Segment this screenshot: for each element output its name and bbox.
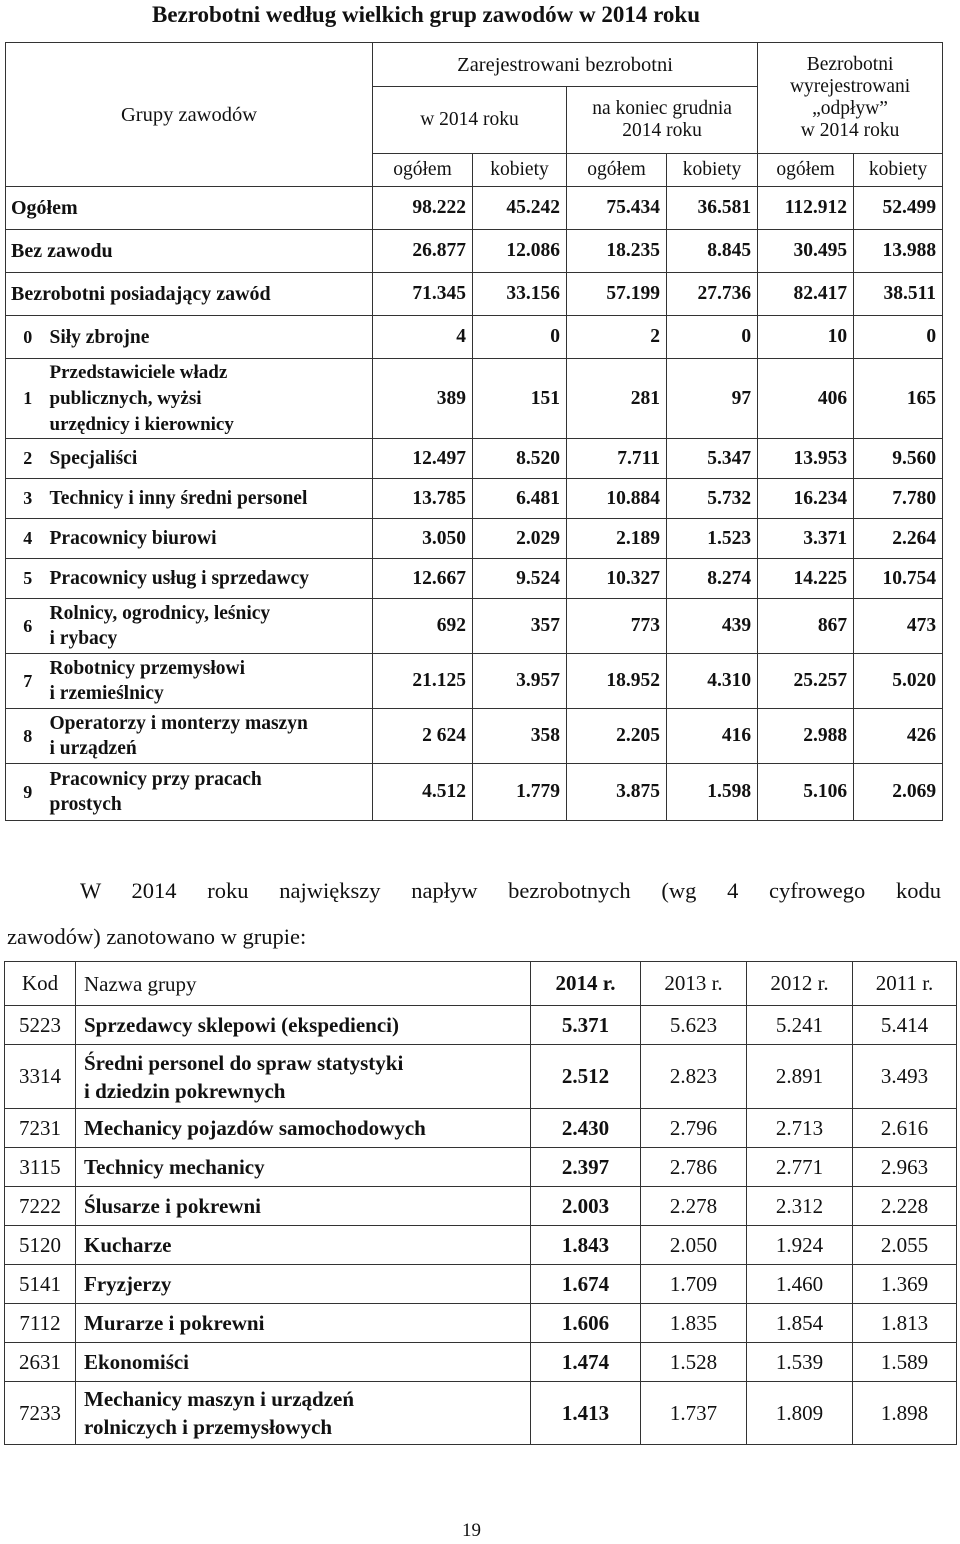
row-name: Ekonomiści bbox=[76, 1343, 531, 1382]
cell: 7.711 bbox=[567, 439, 667, 479]
row-kod: 5223 bbox=[5, 1006, 76, 1045]
cell: 1.809 bbox=[747, 1382, 853, 1445]
paragraph-line: zawodów) zanotowano w grupie: bbox=[7, 924, 307, 949]
header-end-december: na koniec grudnia 2014 roku bbox=[567, 87, 758, 154]
header-in-2014: w 2014 roku bbox=[373, 87, 567, 154]
cell: 5.414 bbox=[853, 1006, 957, 1045]
cell: 18.952 bbox=[567, 654, 667, 709]
cell: 13.988 bbox=[854, 230, 943, 273]
table2-row bbox=[5, 1382, 957, 1445]
cell: 71.345 bbox=[373, 273, 473, 316]
subheader: kobiety bbox=[473, 154, 567, 187]
cell: 2.189 bbox=[567, 519, 667, 559]
header-year: 2014 r. bbox=[531, 962, 641, 1006]
table2-row bbox=[5, 1109, 957, 1148]
cell: 416 bbox=[667, 709, 758, 764]
summary-row bbox=[6, 230, 943, 273]
header-deregistered: Bezrobotni wyrejestrowani „odpływ” w 2014 roku bbox=[758, 43, 943, 154]
row-kod: 7231 bbox=[5, 1109, 76, 1148]
cell: 358 bbox=[473, 709, 567, 764]
subheader: ogółem bbox=[373, 154, 473, 187]
cell: 2.278 bbox=[641, 1187, 747, 1226]
cell: 5.106 bbox=[758, 764, 854, 821]
cell: 2.616 bbox=[853, 1109, 957, 1148]
group-name: Przedstawiciele władz publicznych, wyżsi urzędnicy i kierownicy bbox=[50, 359, 373, 439]
group-name: Pracownicy przy pracach prostych bbox=[50, 764, 373, 821]
cell: 0 bbox=[667, 316, 758, 359]
cell: 10.327 bbox=[567, 559, 667, 599]
cell: 36.581 bbox=[667, 187, 758, 230]
cell: 2.312 bbox=[747, 1187, 853, 1226]
cell: 3.875 bbox=[567, 764, 667, 821]
cell: 2.891 bbox=[747, 1045, 853, 1109]
cell: 12.667 bbox=[373, 559, 473, 599]
cell: 5.623 bbox=[641, 1006, 747, 1045]
cell: 8.845 bbox=[667, 230, 758, 273]
cell: 1.737 bbox=[641, 1382, 747, 1445]
group-code: 0 bbox=[6, 316, 50, 359]
row-kod: 3314 bbox=[5, 1045, 76, 1109]
cell: 26.877 bbox=[373, 230, 473, 273]
cell: 10 bbox=[758, 316, 854, 359]
cell: 0 bbox=[854, 316, 943, 359]
cell: 25.257 bbox=[758, 654, 854, 709]
group-name: Robotnicy przemysłowi i rzemieślnicy bbox=[50, 654, 373, 709]
header-row-1 bbox=[6, 43, 943, 87]
row-name: Ślusarze i pokrewni bbox=[76, 1187, 531, 1226]
group-name: Rolnicy, ogrodnicy, leśnicy i rybacy bbox=[50, 599, 373, 654]
cell: 2.050 bbox=[641, 1226, 747, 1265]
cell: 1.674 bbox=[531, 1265, 641, 1304]
cell: 2 bbox=[567, 316, 667, 359]
cell: 5.347 bbox=[667, 439, 758, 479]
cell: 773 bbox=[567, 599, 667, 654]
group-name: Pracownicy usług i sprzedawcy bbox=[50, 559, 373, 599]
row-name: Mechanicy maszyn i urządzeń rolniczych i przemysłowych bbox=[76, 1382, 531, 1445]
cell: 3.957 bbox=[473, 654, 567, 709]
header-name: Nazwa grupy bbox=[76, 962, 531, 1006]
cell: 16.234 bbox=[758, 479, 854, 519]
row-kod: 7112 bbox=[5, 1304, 76, 1343]
group-row bbox=[6, 599, 943, 654]
row-name: Sprzedawcy sklepowi (ekspedienci) bbox=[76, 1006, 531, 1045]
cell: 1.523 bbox=[667, 519, 758, 559]
cell: 2.397 bbox=[531, 1148, 641, 1187]
cell: 8.520 bbox=[473, 439, 567, 479]
row-name: Mechanicy pojazdów samochodowych bbox=[76, 1109, 531, 1148]
table2-row bbox=[5, 1187, 957, 1226]
row-name: Technicy mechanicy bbox=[76, 1148, 531, 1187]
summary-row bbox=[6, 273, 943, 316]
cell: 0 bbox=[473, 316, 567, 359]
row-label: Ogółem bbox=[6, 187, 373, 230]
table2-row bbox=[5, 1265, 957, 1304]
subheader: ogółem bbox=[758, 154, 854, 187]
header-year: 2011 r. bbox=[853, 962, 957, 1006]
group-name: Pracownicy biurowi bbox=[50, 519, 373, 559]
cell: 426 bbox=[854, 709, 943, 764]
cell: 9.560 bbox=[854, 439, 943, 479]
paragraph-line: W 2014 roku największy napływ bezrobotnych (wg 4 cyfrowego kodu bbox=[80, 878, 941, 903]
cell: 27.736 bbox=[667, 273, 758, 316]
cell: 439 bbox=[667, 599, 758, 654]
cell: 12.086 bbox=[473, 230, 567, 273]
cell: 5.020 bbox=[854, 654, 943, 709]
cell: 1.898 bbox=[853, 1382, 957, 1445]
group-row bbox=[6, 519, 943, 559]
row-name: Murarze i pokrewni bbox=[76, 1304, 531, 1343]
cell: 2.069 bbox=[854, 764, 943, 821]
cell: 14.225 bbox=[758, 559, 854, 599]
cell: 18.235 bbox=[567, 230, 667, 273]
cell: 1.460 bbox=[747, 1265, 853, 1304]
cell: 1.813 bbox=[853, 1304, 957, 1343]
table2-header-row bbox=[5, 962, 957, 1006]
cell: 2.963 bbox=[853, 1148, 957, 1187]
group-code: 4 bbox=[6, 519, 50, 559]
cell: 1.843 bbox=[531, 1226, 641, 1265]
group-row bbox=[6, 559, 943, 599]
cell: 112.912 bbox=[758, 187, 854, 230]
group-code: 1 bbox=[6, 359, 50, 439]
header-kod: Kod bbox=[5, 962, 76, 1006]
group-code: 5 bbox=[6, 559, 50, 599]
table2-row bbox=[5, 1148, 957, 1187]
cell: 2.430 bbox=[531, 1109, 641, 1148]
group-code: 3 bbox=[6, 479, 50, 519]
cell: 52.499 bbox=[854, 187, 943, 230]
row-kod: 5120 bbox=[5, 1226, 76, 1265]
subheader: ogółem bbox=[567, 154, 667, 187]
group-row bbox=[6, 764, 943, 821]
group-name: Siły zbrojne bbox=[50, 316, 373, 359]
group-row bbox=[6, 709, 943, 764]
cell: 82.417 bbox=[758, 273, 854, 316]
row-kod: 3115 bbox=[5, 1148, 76, 1187]
cell: 10.754 bbox=[854, 559, 943, 599]
table2-row bbox=[5, 1304, 957, 1343]
cell: 1.598 bbox=[667, 764, 758, 821]
cell: 2.205 bbox=[567, 709, 667, 764]
group-code: 2 bbox=[6, 439, 50, 479]
cell: 151 bbox=[473, 359, 567, 439]
cell: 21.125 bbox=[373, 654, 473, 709]
cell: 38.511 bbox=[854, 273, 943, 316]
cell: 2 624 bbox=[373, 709, 473, 764]
cell: 1.835 bbox=[641, 1304, 747, 1343]
table2-row bbox=[5, 1006, 957, 1045]
row-label: Bez zawodu bbox=[6, 230, 373, 273]
row-name: Kucharze bbox=[76, 1226, 531, 1265]
row-label: Bezrobotni posiadający zawód bbox=[6, 273, 373, 316]
cell: 2.228 bbox=[853, 1187, 957, 1226]
cell: 10.884 bbox=[567, 479, 667, 519]
cell: 2.029 bbox=[473, 519, 567, 559]
top-occupations-table bbox=[4, 961, 957, 1445]
cell: 1.369 bbox=[853, 1265, 957, 1304]
cell: 98.222 bbox=[373, 187, 473, 230]
cell: 1.413 bbox=[531, 1382, 641, 1445]
cell: 3.371 bbox=[758, 519, 854, 559]
group-name: Technicy i inny średni personel bbox=[50, 479, 373, 519]
group-code: 8 bbox=[6, 709, 50, 764]
row-name: Fryzjerzy bbox=[76, 1265, 531, 1304]
cell: 2.988 bbox=[758, 709, 854, 764]
table2-row bbox=[5, 1045, 957, 1109]
cell: 2.264 bbox=[854, 519, 943, 559]
cell: 473 bbox=[854, 599, 943, 654]
group-code: 6 bbox=[6, 599, 50, 654]
cell: 57.199 bbox=[567, 273, 667, 316]
group-name: Specjaliści bbox=[50, 439, 373, 479]
cell: 2.823 bbox=[641, 1045, 747, 1109]
cell: 4 bbox=[373, 316, 473, 359]
cell: 9.524 bbox=[473, 559, 567, 599]
cell: 1.589 bbox=[853, 1343, 957, 1382]
cell: 8.274 bbox=[667, 559, 758, 599]
cell: 2.512 bbox=[531, 1045, 641, 1109]
cell: 165 bbox=[854, 359, 943, 439]
row-kod: 7222 bbox=[5, 1187, 76, 1226]
header-groups: Grupy zawodów bbox=[6, 43, 373, 187]
cell: 1.474 bbox=[531, 1343, 641, 1382]
cell: 406 bbox=[758, 359, 854, 439]
row-kod: 2631 bbox=[5, 1343, 76, 1382]
table2-row bbox=[5, 1226, 957, 1265]
occupation-groups-table bbox=[5, 42, 943, 821]
cell: 1.528 bbox=[641, 1343, 747, 1382]
cell: 97 bbox=[667, 359, 758, 439]
cell: 2.771 bbox=[747, 1148, 853, 1187]
subheader: kobiety bbox=[667, 154, 758, 187]
cell: 1.779 bbox=[473, 764, 567, 821]
cell: 5.732 bbox=[667, 479, 758, 519]
cell: 389 bbox=[373, 359, 473, 439]
cell: 2.003 bbox=[531, 1187, 641, 1226]
summary-row bbox=[6, 187, 943, 230]
cell: 2.713 bbox=[747, 1109, 853, 1148]
cell: 1.924 bbox=[747, 1226, 853, 1265]
group-row bbox=[6, 479, 943, 519]
row-kod: 7233 bbox=[5, 1382, 76, 1445]
cell: 5.371 bbox=[531, 1006, 641, 1045]
cell: 281 bbox=[567, 359, 667, 439]
group-code: 7 bbox=[6, 654, 50, 709]
cell: 33.156 bbox=[473, 273, 567, 316]
intro-paragraph bbox=[7, 868, 941, 960]
cell: 1.606 bbox=[531, 1304, 641, 1343]
group-row bbox=[6, 654, 943, 709]
cell: 45.242 bbox=[473, 187, 567, 230]
cell: 75.434 bbox=[567, 187, 667, 230]
group-row bbox=[6, 439, 943, 479]
cell: 12.497 bbox=[373, 439, 473, 479]
cell: 1.854 bbox=[747, 1304, 853, 1343]
page-number: 19 bbox=[462, 1520, 481, 1541]
group-row bbox=[6, 359, 943, 439]
row-name: Średni personel do spraw statystyki i dziedzin pokrewnych bbox=[76, 1045, 531, 1109]
cell: 3.493 bbox=[853, 1045, 957, 1109]
cell: 4.512 bbox=[373, 764, 473, 821]
cell: 357 bbox=[473, 599, 567, 654]
cell: 6.481 bbox=[473, 479, 567, 519]
cell: 4.310 bbox=[667, 654, 758, 709]
header-year: 2013 r. bbox=[641, 962, 747, 1006]
group-name: Operatorzy i monterzy maszyn i urządzeń bbox=[50, 709, 373, 764]
cell: 30.495 bbox=[758, 230, 854, 273]
cell: 2.786 bbox=[641, 1148, 747, 1187]
group-code: 9 bbox=[6, 764, 50, 821]
cell: 5.241 bbox=[747, 1006, 853, 1045]
cell: 13.953 bbox=[758, 439, 854, 479]
cell: 2.055 bbox=[853, 1226, 957, 1265]
cell: 1.709 bbox=[641, 1265, 747, 1304]
header-year: 2012 r. bbox=[747, 962, 853, 1006]
header-registered: Zarejestrowani bezrobotni bbox=[373, 43, 758, 87]
cell: 867 bbox=[758, 599, 854, 654]
page-title: Bezrobotni według wielkich grup zawodów w 2014 roku bbox=[152, 2, 701, 27]
row-kod: 5141 bbox=[5, 1265, 76, 1304]
cell: 692 bbox=[373, 599, 473, 654]
cell: 13.785 bbox=[373, 479, 473, 519]
cell: 1.539 bbox=[747, 1343, 853, 1382]
group-row bbox=[6, 316, 943, 359]
cell: 7.780 bbox=[854, 479, 943, 519]
cell: 2.796 bbox=[641, 1109, 747, 1148]
table2-row bbox=[5, 1343, 957, 1382]
subheader: kobiety bbox=[854, 154, 943, 187]
cell: 3.050 bbox=[373, 519, 473, 559]
